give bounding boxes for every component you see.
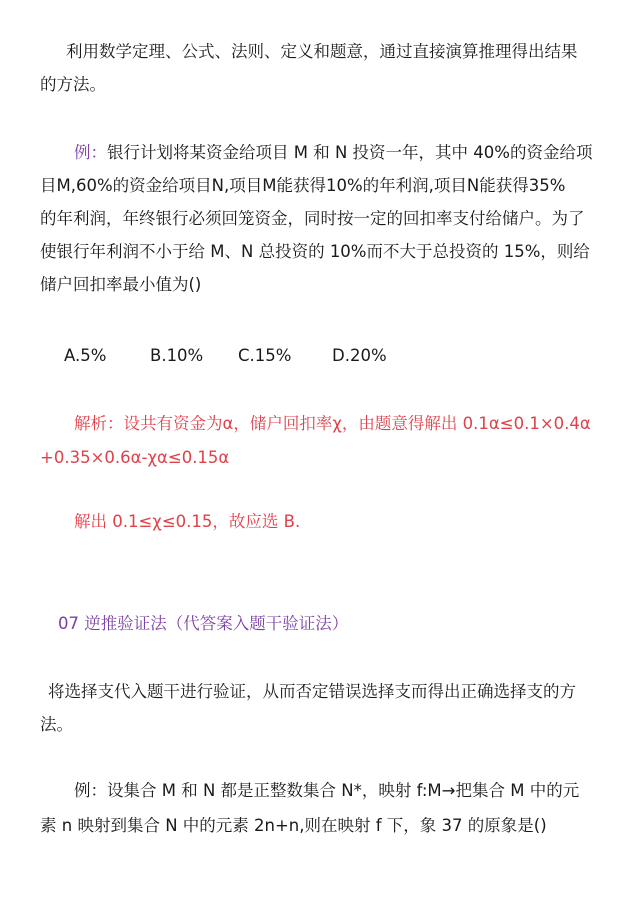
text-line: 例：设集合 M 和 N 都是正整数集合 N*，映射 f:M→把集合 M 中的元 (74, 781, 580, 800)
text-line (74, 141, 592, 165)
text-span: 银行计划将某资金给项目 M 和 N 投资一年，其中 40%的资金给项 (107, 143, 593, 162)
text-line: 将选择支代入题干进行验证，从而否定错误选择支而得出正确选择支的方 (48, 682, 576, 701)
text-line: 利用数学定理、公式、法则、定义和题意，通过直接演算推理得出结果 (66, 42, 578, 61)
example-label: 例： (74, 143, 107, 162)
conclusion: 解出 0.1≤χ≤0.15，故应选 B. (74, 512, 301, 531)
text-line: 目M,60%的资金给项目N,项目M能获得10%的年利润,项目N能获得35% (40, 176, 566, 195)
option-a: A.5% (64, 346, 107, 365)
option-c: C.15% (238, 346, 292, 365)
text-line: 素 n 映射到集合 N 中的元素 2n+n,则在映射 f 下，象 37 的原象是() (40, 816, 547, 835)
text-line: 储户回扣率最小值为() (40, 275, 202, 294)
text-line: 解析：设共有资金为α，储户回扣率χ，由题意得解出 0.1α≤0.1×0.4α (74, 414, 591, 433)
option-d: D.20% (332, 346, 387, 365)
section-heading: 07 逆推验证法（代答案入题干验证法） (58, 614, 349, 633)
text-line: 使银行年利润不小于给 M、N 总投资的 10%而不大于总投资的 15%，则给 (40, 242, 590, 261)
text-line: +0.35×0.6α-χα≤0.15α (40, 448, 230, 467)
option-b: B.10% (150, 346, 204, 365)
text-line: 的年利润，年终银行必须回笼资金，同时按一定的回扣率支付给储户。为了 (40, 209, 585, 228)
text-line: 的方法。 (40, 75, 106, 94)
text-line: 法。 (40, 715, 73, 734)
